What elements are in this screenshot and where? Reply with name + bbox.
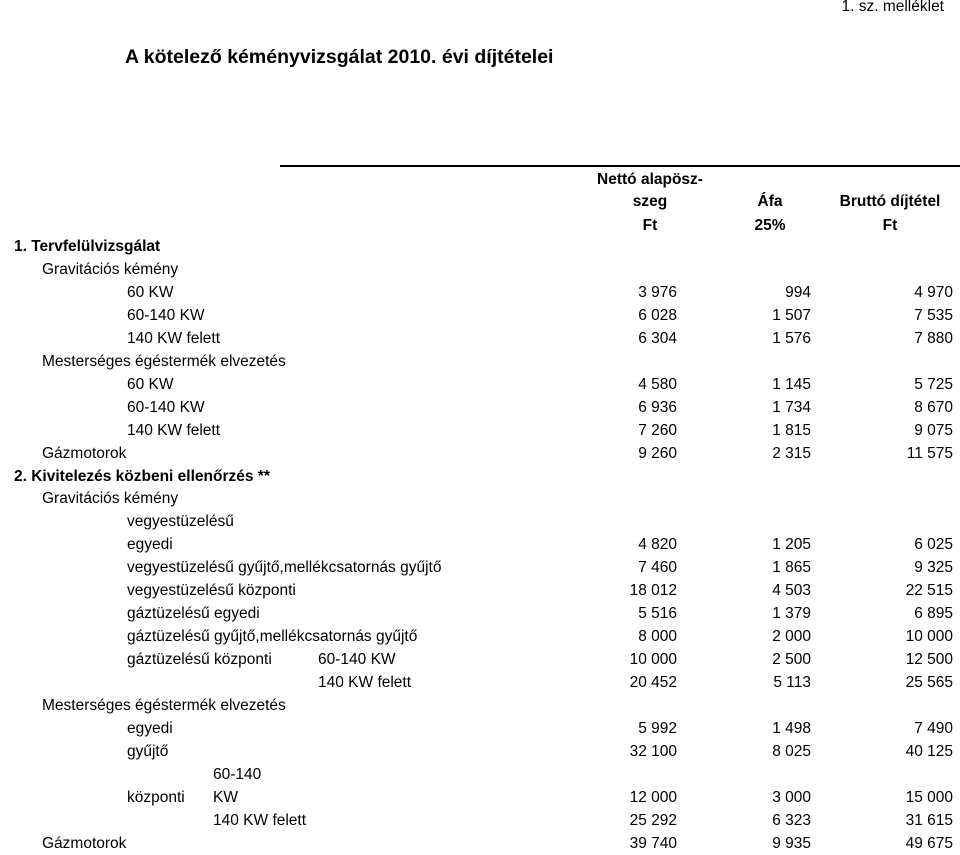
vat-value: 9 935 [772, 835, 811, 852]
vat-value: 1 507 [772, 307, 811, 324]
gross-value: 22 515 [905, 582, 953, 599]
vat-value: 994 [785, 284, 811, 301]
row-sublabel: KW [213, 789, 238, 806]
row-label: vegyestüzelésű gyűjtő,mellékcsatornás gyűjtő [127, 559, 442, 576]
row-label: gáztüzelésű gyűjtő,mellékcsatornás gyűjtő [127, 628, 418, 645]
gross-value: 9 075 [914, 422, 953, 439]
vat-value: 2 500 [772, 651, 811, 668]
header-rule [280, 165, 960, 167]
header-unit-gross: Ft [882, 217, 898, 234]
net-value: 7 260 [638, 422, 677, 439]
net-value: 5 992 [638, 720, 677, 737]
gross-value: 49 675 [905, 835, 953, 852]
row-label: vegyestüzelésű központi [127, 582, 296, 599]
gross-value: 9 325 [914, 559, 953, 576]
row-label: 2. Kivitelezés közbeni ellenőrzés ** [14, 468, 270, 485]
net-value: 10 000 [629, 651, 677, 668]
page-title: A kötelező kéményvizsgálat 2010. évi díjtételei [125, 46, 554, 68]
row-label: 1. Tervfelülvizsgálat [14, 238, 161, 255]
header-net-line2: szeg [632, 193, 668, 210]
row-sublabel: 60-140 KW [318, 651, 396, 668]
row-label: gáztüzelésű központi [127, 651, 272, 668]
gross-value: 6 025 [914, 536, 953, 553]
vat-value: 5 113 [773, 674, 811, 691]
vat-value: 3 000 [772, 789, 811, 806]
net-value: 20 452 [629, 674, 677, 691]
row-sublabel: 60-140 [213, 766, 262, 783]
vat-value: 1 815 [772, 422, 811, 439]
net-value: 9 260 [638, 445, 677, 462]
gross-value: 40 125 [905, 743, 953, 760]
net-value: 6 304 [638, 330, 677, 347]
vat-value: 1 576 [772, 330, 811, 347]
vat-value: 1 498 [772, 720, 811, 737]
vat-value: 2 000 [772, 628, 811, 645]
row-label: egyedi [127, 720, 173, 737]
net-value: 4 820 [638, 536, 677, 553]
net-value: 6 936 [638, 399, 677, 416]
row-label: Gázmotorok [42, 445, 127, 462]
vat-value: 1 734 [772, 399, 811, 416]
net-value: 6 028 [638, 307, 677, 324]
gross-value: 7 490 [914, 720, 953, 737]
net-value: 4 580 [638, 376, 677, 393]
net-value: 7 460 [638, 559, 677, 576]
row-label: Mesterséges égéstermék elvezetés [42, 697, 286, 714]
vat-value: 1 379 [772, 605, 811, 622]
row-label: 60-140 KW [127, 399, 205, 416]
net-value: 39 740 [629, 835, 677, 852]
gross-value: 6 895 [914, 605, 953, 622]
gross-value: 12 500 [905, 651, 953, 668]
vat-value: 1 865 [772, 559, 811, 576]
net-value: 18 012 [629, 582, 677, 599]
vat-value: 4 503 [772, 582, 811, 599]
row-label: 140 KW felett [127, 422, 221, 439]
row-sublabel: 140 KW felett [213, 812, 307, 829]
row-label: Mesterséges égéstermék elvezetés [42, 353, 286, 370]
gross-value: 7 880 [914, 330, 953, 347]
net-value: 12 000 [629, 789, 677, 806]
row-label: gyűjtő [127, 743, 169, 760]
gross-value: 25 565 [905, 674, 953, 691]
net-value: 32 100 [629, 743, 677, 760]
gross-value: 4 970 [914, 284, 953, 301]
gross-value: 11 575 [906, 445, 953, 462]
vat-value: 1 205 [772, 536, 811, 553]
header-gross: Bruttó díjtétel [839, 193, 941, 210]
row-label: Gravitációs kémény [42, 261, 179, 278]
header-unit-net: Ft [642, 217, 658, 234]
header-vat: Áfa [757, 193, 783, 210]
row-label: központi [127, 789, 185, 806]
row-label: 60 KW [127, 376, 174, 393]
vat-value: 1 145 [772, 376, 811, 393]
row-label: Gravitációs kémény [42, 490, 179, 507]
net-value: 8 000 [638, 628, 677, 645]
header-unit-vat: 25% [754, 217, 786, 234]
gross-value: 15 000 [905, 789, 953, 806]
row-label: Gázmotorok [42, 835, 127, 852]
gross-value: 8 670 [914, 399, 953, 416]
annex-label: 1. sz. melléklet [841, 0, 944, 15]
vat-value: 8 025 [772, 743, 811, 760]
vat-value: 6 323 [772, 812, 811, 829]
row-label: 60 KW [127, 284, 174, 301]
net-value: 25 292 [629, 812, 677, 829]
gross-value: 10 000 [905, 628, 953, 645]
row-sublabel: 140 KW felett [318, 674, 412, 691]
row-label: 60-140 KW [127, 307, 205, 324]
vat-value: 2 315 [772, 445, 811, 462]
gross-value: 5 725 [914, 376, 953, 393]
row-label: egyedi [127, 536, 173, 553]
row-label: vegyestüzelésű [127, 513, 234, 530]
row-label: gáztüzelésű egyedi [127, 605, 260, 622]
net-value: 5 516 [638, 605, 677, 622]
header-net-line1: Nettó alapösz- [597, 171, 703, 188]
gross-value: 31 615 [905, 812, 953, 829]
net-value: 3 976 [638, 284, 677, 301]
gross-value: 7 535 [914, 307, 953, 324]
row-label: 140 KW felett [127, 330, 221, 347]
